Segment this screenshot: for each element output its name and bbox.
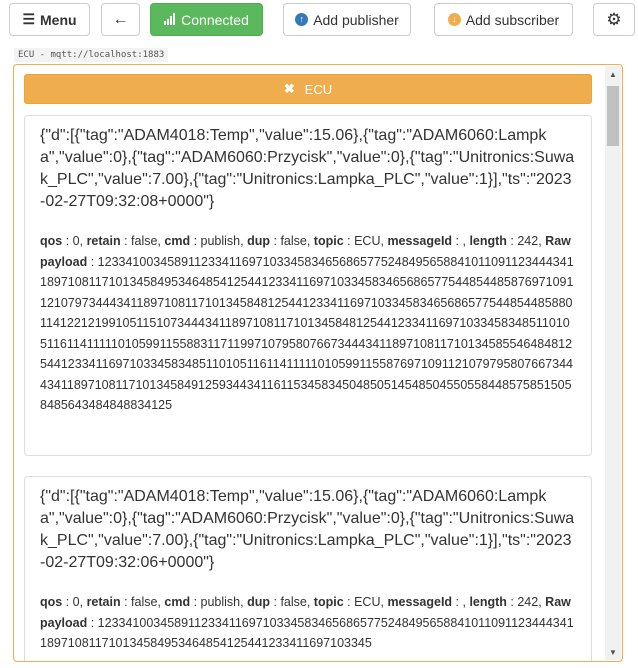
scroll-thumb[interactable]	[607, 86, 619, 146]
add-publisher-button[interactable]	[283, 3, 411, 36]
hamburger-icon: ☰	[22, 11, 35, 27]
signal-bars-icon	[164, 12, 176, 28]
message-meta: qos : 0, retain : false, cmd : publish, dup : false, topic : ECU, messageId : , length : 242, Raw payload : 123341003458911233411697103345834656865775248495658841011091123444341189710811710134584953464854125441233411697103345834656865775448544858769710911210797344434118971081171013458481254412334116971033458346568657754485448588011412212199105115107344434118971081171013458481254412334116971033458348511010511611411111010599115588311711997107958076673444341189710811710134585546484812544123341169710334583485110105116114111110105991155876971091121079795807667344434118971081171013458491259344341161153458345048505145485045505584485758515058485643484848834125	[40, 234, 574, 412]
subscriber-title: ECU	[304, 81, 333, 97]
scroll-down-arrow[interactable]: ▼	[609, 647, 617, 657]
connected-button[interactable]	[150, 3, 263, 36]
menu-button-label: Menu	[40, 11, 77, 28]
connection-label: ECU - mqtt://localhost:1883	[14, 48, 168, 62]
menu-button[interactable]	[9, 3, 90, 36]
arrow-left-icon: ←	[112, 10, 129, 28]
message-json: {"d":[{"tag":"ADAM4018:Temp","value":15.06},{"tag":"ADAM6060:Lampka","value":0},{"tag":"ADAM6060:Przycisk","value":0},{"tag":"Unitronics:Suwak_PLC","value":7.00},{"tag":"Unitronics:Lampka_PLC","value":1}],"ts":"2023-02-27T09:32:08+0000"}	[40, 127, 575, 210]
vertical-scrollbar[interactable]	[605, 66, 621, 660]
close-icon[interactable]: ✖	[283, 81, 295, 96]
message-meta: qos : 0, retain : false, cmd : publish, dup : false, topic : ECU, messageId : , length : 242, Raw payload : 123341003458911233411697103345834656865775248495658841011091123444341189710811710134584953464854125441233411697103345	[40, 595, 574, 650]
scroll-up-arrow[interactable]: ▲	[609, 69, 617, 79]
subscriber-panel	[13, 64, 623, 662]
arrow-down-circle-icon: ↓	[448, 13, 461, 26]
gear-icon: ⚙	[606, 9, 622, 29]
add-subscriber-button[interactable]	[434, 3, 573, 36]
subscriber-header-button[interactable]	[24, 74, 592, 104]
connected-label: Connected	[181, 11, 249, 28]
settings-button[interactable]	[593, 3, 635, 36]
message-json: {"d":[{"tag":"ADAM4018:Temp","value":15.06},{"tag":"ADAM6060:Lampka","value":0},{"tag":"ADAM6060:Przycisk","value":0},{"tag":"Unitronics:Suwak_PLC","value":7.00},{"tag":"Unitronics:Lampka_PLC","value":1}],"ts":"2023-02-27T09:32:06+0000"}	[40, 488, 575, 571]
message-card	[24, 115, 592, 456]
arrow-up-circle-icon: ↑	[295, 13, 308, 26]
add-publisher-label: Add publisher	[313, 11, 399, 28]
toolbar	[0, 0, 638, 44]
add-subscriber-label: Add subscriber	[465, 11, 560, 28]
back-button[interactable]	[101, 3, 140, 36]
message-card	[24, 476, 592, 662]
